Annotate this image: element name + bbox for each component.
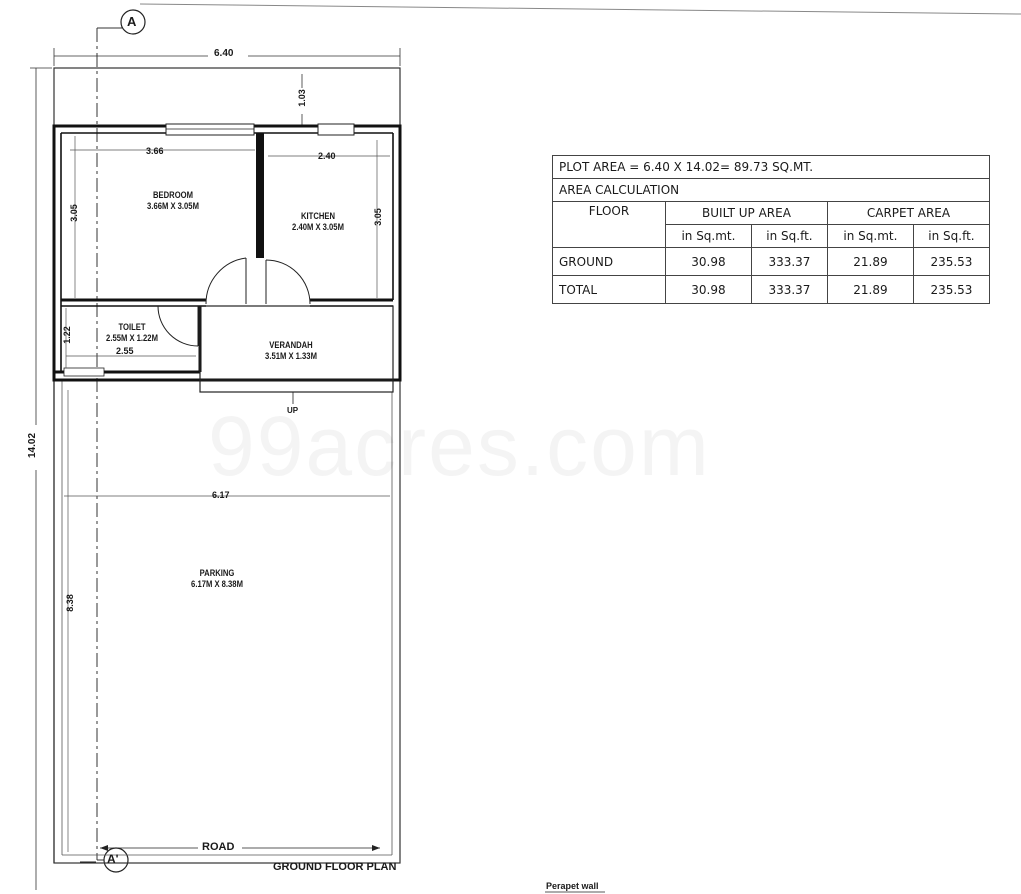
header-row bbox=[553, 202, 990, 225]
section-marker-top-label: A bbox=[127, 14, 137, 29]
area-calculation-heading: AREA CALCULATION bbox=[553, 179, 990, 202]
kitchen-label bbox=[274, 211, 362, 233]
row-built-sqmt: 30.98 bbox=[666, 276, 752, 304]
plan-title: GROUND FLOOR PLAN bbox=[273, 861, 397, 873]
unit-carpet-sqft: in Sq.ft. bbox=[913, 225, 989, 248]
section-marker-bottom-label: A' bbox=[107, 852, 119, 866]
bedroom-size: 3.66M X 3.05M bbox=[147, 201, 199, 211]
table-row bbox=[553, 276, 990, 304]
kitchen-width-dim: 2.40 bbox=[318, 151, 336, 161]
bedroom-width-dim: 3.66 bbox=[146, 146, 164, 156]
heading-row bbox=[553, 179, 990, 202]
road-label: ROAD bbox=[202, 841, 235, 853]
parking-size: 6.17M X 8.38M bbox=[191, 579, 243, 589]
verandah-name: VERANDAH bbox=[269, 340, 313, 350]
up-label: UP bbox=[287, 406, 299, 415]
toilet-size: 2.55M X 1.22M bbox=[106, 333, 158, 343]
parking-width-dim: 6.17 bbox=[212, 490, 230, 500]
kitchen-depth-dim: 3.05 bbox=[372, 208, 383, 226]
row-floor: TOTAL bbox=[553, 276, 666, 304]
col-floor-header: FLOOR bbox=[553, 202, 666, 248]
parking-depth-dim: 8.38 bbox=[64, 594, 75, 612]
parking-name: PARKING bbox=[199, 568, 235, 578]
row-built-sqmt: 30.98 bbox=[666, 248, 752, 276]
plot-length-dim: 14.02 bbox=[27, 432, 39, 459]
front-setback-dim: 1.03 bbox=[296, 89, 307, 107]
scan-edge-line bbox=[140, 4, 1021, 14]
toilet-depth-dim: 1.22 bbox=[61, 326, 72, 344]
plot-area-cell: PLOT AREA = 6.40 X 14.02= 89.73 SQ.MT. bbox=[553, 156, 990, 179]
unit-built-sqmt: in Sq.mt. bbox=[666, 225, 752, 248]
kitchen-size: 2.40M X 3.05M bbox=[292, 222, 344, 232]
row-built-sqft: 333.37 bbox=[751, 276, 827, 304]
area-calculation-table bbox=[552, 155, 990, 304]
toilet-name: TOILET bbox=[118, 322, 146, 332]
toilet-label bbox=[84, 322, 179, 344]
unit-carpet-sqmt: in Sq.mt. bbox=[827, 225, 913, 248]
toilet-width-dim: 2.55 bbox=[116, 346, 134, 356]
kitchen-name: KITCHEN bbox=[301, 211, 335, 221]
row-carpet-sqft: 235.53 bbox=[913, 248, 989, 276]
row-floor: GROUND bbox=[553, 248, 666, 276]
verandah-size: 3.51M X 1.33M bbox=[265, 351, 317, 361]
bedroom-depth-dim: 3.05 bbox=[68, 204, 79, 222]
row-built-sqft: 333.37 bbox=[751, 248, 827, 276]
bedroom-name: BEDROOM bbox=[153, 190, 193, 200]
bedroom-label bbox=[126, 190, 220, 212]
row-carpet-sqmt: 21.89 bbox=[827, 276, 913, 304]
col-built-up-header: BUILT UP AREA bbox=[666, 202, 828, 225]
footer-note: Perapet wall bbox=[546, 881, 599, 891]
plot-width-dim: 6.40 bbox=[214, 48, 234, 59]
verandah-label bbox=[244, 340, 338, 362]
row-carpet-sqft: 235.53 bbox=[913, 276, 989, 304]
watermark bbox=[208, 398, 711, 495]
row-carpet-sqmt: 21.89 bbox=[827, 248, 913, 276]
col-carpet-header: CARPET AREA bbox=[827, 202, 989, 225]
plot-area-row bbox=[553, 156, 990, 179]
table-row bbox=[553, 248, 990, 276]
parking-label bbox=[170, 568, 264, 590]
unit-built-sqft: in Sq.ft. bbox=[751, 225, 827, 248]
